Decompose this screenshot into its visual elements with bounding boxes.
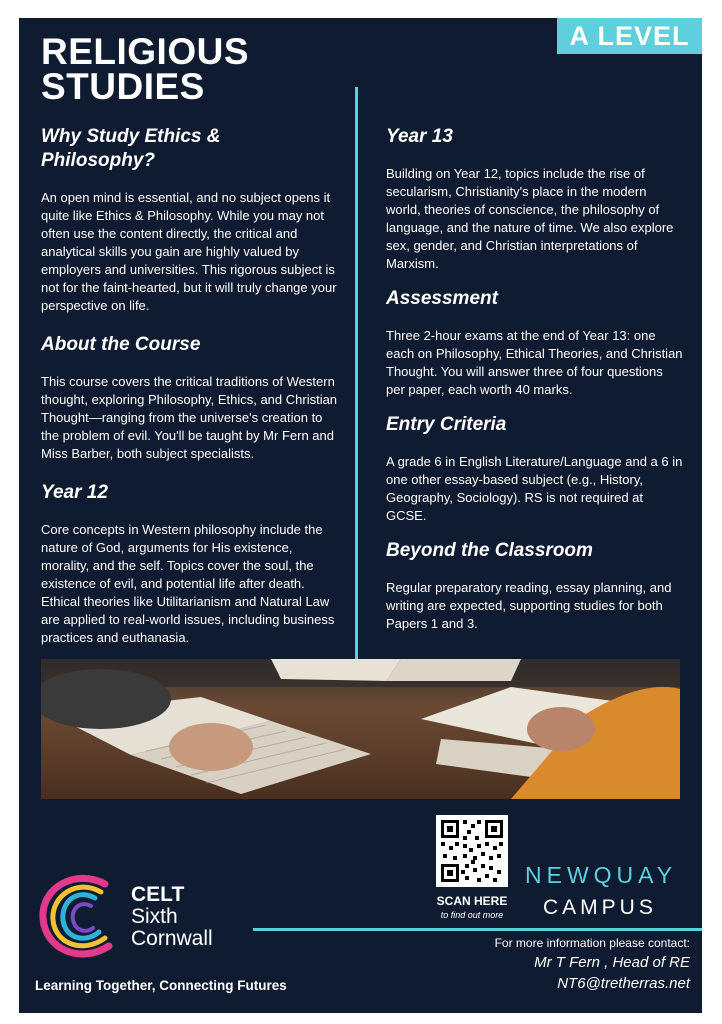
left-column (41, 125, 339, 647)
brand-line-1: CELT (131, 883, 185, 906)
section-heading-assessment: Assessment (386, 288, 498, 309)
right-column (386, 125, 684, 633)
contact-email[interactable]: NT6@tretherras.net (557, 975, 690, 992)
section-heading-year-12: Year 12 (41, 482, 108, 503)
level-badge: A LEVEL (557, 18, 702, 54)
brand-wordmark (131, 884, 213, 950)
scan-label: SCAN HERE (436, 894, 508, 908)
title-line-1: RELIGIOUS (41, 31, 250, 72)
study-photo-illustration (41, 659, 680, 799)
section-body-assessment: Three 2-hour exams at the end of Year 13: one each on Philosophy, Ethical Theories, and Christian Thought. You will answer three of four questions per paper, each worth 40 marks. (386, 328, 683, 397)
section-body-year-13: Building on Year 12, topics include the rise of secularism, Christianity's place in the modern world, theories of conscience, the philosophy of language, and the nature of time. We also explore sex, gender, and Christian interpretations of Marxism. (386, 166, 674, 271)
campus-label: CAMPUS (543, 896, 657, 919)
section-body-beyond-classroom: Regular preparatory reading, essay planning, and writing are expected, supporting studies for both Papers 1 and 3. (386, 580, 672, 631)
section-heading-entry-criteria: Entry Criteria (386, 414, 507, 435)
title-line-2: STUDIES (41, 66, 205, 107)
campus-name: NEWQUAY (525, 862, 678, 888)
section-heading-beyond-classroom: Beyond the Classroom (386, 540, 593, 561)
flyer-sheet (19, 18, 702, 1013)
contact-block (390, 936, 690, 992)
qr-code-icon (436, 815, 508, 887)
scan-sublabel: to find out more (440, 910, 504, 920)
brand-line-3: Cornwall (131, 927, 213, 950)
celt-logo-icon (35, 866, 119, 966)
study-photo (41, 659, 680, 799)
section-heading-why-study: Why Study Ethics & Philosophy? (41, 126, 221, 171)
section-body-about-course: This course covers the critical traditions of Western thought, exploring Philosophy, Ethics, and Christian Thought—ranging from the universe's creation to the problem of evil. You'll be taught by Mr Fern and Miss Barber, both subject specialists. (41, 374, 338, 461)
section-body-year-12: Core concepts in Western philosophy include the nature of God, arguments for His existence, morality, and the self. Topics cover the soul, the existence of evil, and potential life after death. Ethical theories like Utilitarianism and Natural Law are applied to real-world issues, including business practices and euthanasia. (41, 522, 335, 645)
page-title (41, 31, 250, 107)
section-body-why-study: An open mind is essential, and no subject opens it quite like Ethics & Philosophy. While you may not often use the content directly, the critical and analytical skills you gain are highly valued by employers and universities. This rigorous subject is not for the faint-hearted, but it will truly change your perspective on life. (41, 190, 337, 313)
contact-divider (253, 928, 702, 931)
contact-label: For more information please contact: (494, 936, 690, 950)
section-heading-about-course: About the Course (41, 334, 201, 355)
tagline: Learning Together, Connecting Futures (35, 978, 287, 993)
section-body-entry-criteria: A grade 6 in English Literature/Language and a 6 in one other essay-based subject (e.g., History, Geography, Sociology). RS is not required at GCSE. (386, 454, 683, 523)
contact-name: Mr T Fern , Head of RE (534, 954, 690, 971)
celt-logo-mark (35, 866, 119, 966)
section-heading-year-13: Year 13 (386, 126, 453, 147)
brand-line-2: Sixth (131, 905, 178, 928)
qr-code[interactable] (436, 815, 508, 887)
column-divider (355, 87, 358, 661)
scan-caption (417, 894, 527, 920)
